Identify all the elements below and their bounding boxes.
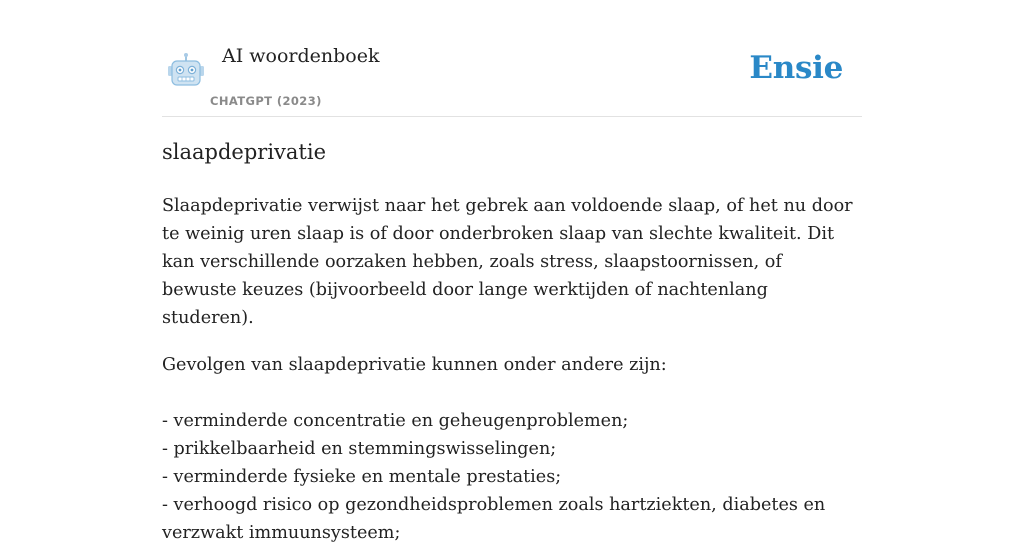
dictionary-title[interactable]: AI woordenboek	[222, 45, 380, 67]
list-item: - verminderde concentratie en geheugenproblemen;	[162, 411, 629, 431]
definition-paragraph: Slaapdeprivatie verwijst naar het gebrek aan voldoende slaap, of het nu door te weinig uren slaap is of door onderbroken slaap van slechte kwaliteit. Dit kan verschillende oorzaken hebben, zoals stress, slaapstoornissen, of bewuste keuzes (bijvoorbeeld door lange werktijden of nachtenlang studeren).	[162, 196, 853, 328]
list-item: - prikkelbaarheid en stemmingswisselingen;	[162, 439, 557, 459]
page	[162, 0, 862, 543]
entry-term: slaapdeprivatie	[162, 140, 327, 164]
entry-definition	[162, 192, 862, 547]
dictionary-meta: CHATGPT (2023)	[210, 94, 322, 108]
header	[162, 0, 862, 117]
consequences-intro: Gevolgen van slaapdeprivatie kunnen onder andere zijn:	[162, 355, 667, 375]
list-item: verzwakt immuunsysteem;	[162, 523, 401, 543]
list-item: - verhoogd risico op gezondheidsproblemen zoals hartziekten, diabetes en	[162, 495, 826, 515]
list-item: - verminderde fysieke en mentale prestaties;	[162, 467, 562, 487]
robot-icon	[166, 52, 206, 88]
consequences-list	[162, 407, 862, 547]
brand-logo-link[interactable]: Ensie	[749, 50, 843, 86]
